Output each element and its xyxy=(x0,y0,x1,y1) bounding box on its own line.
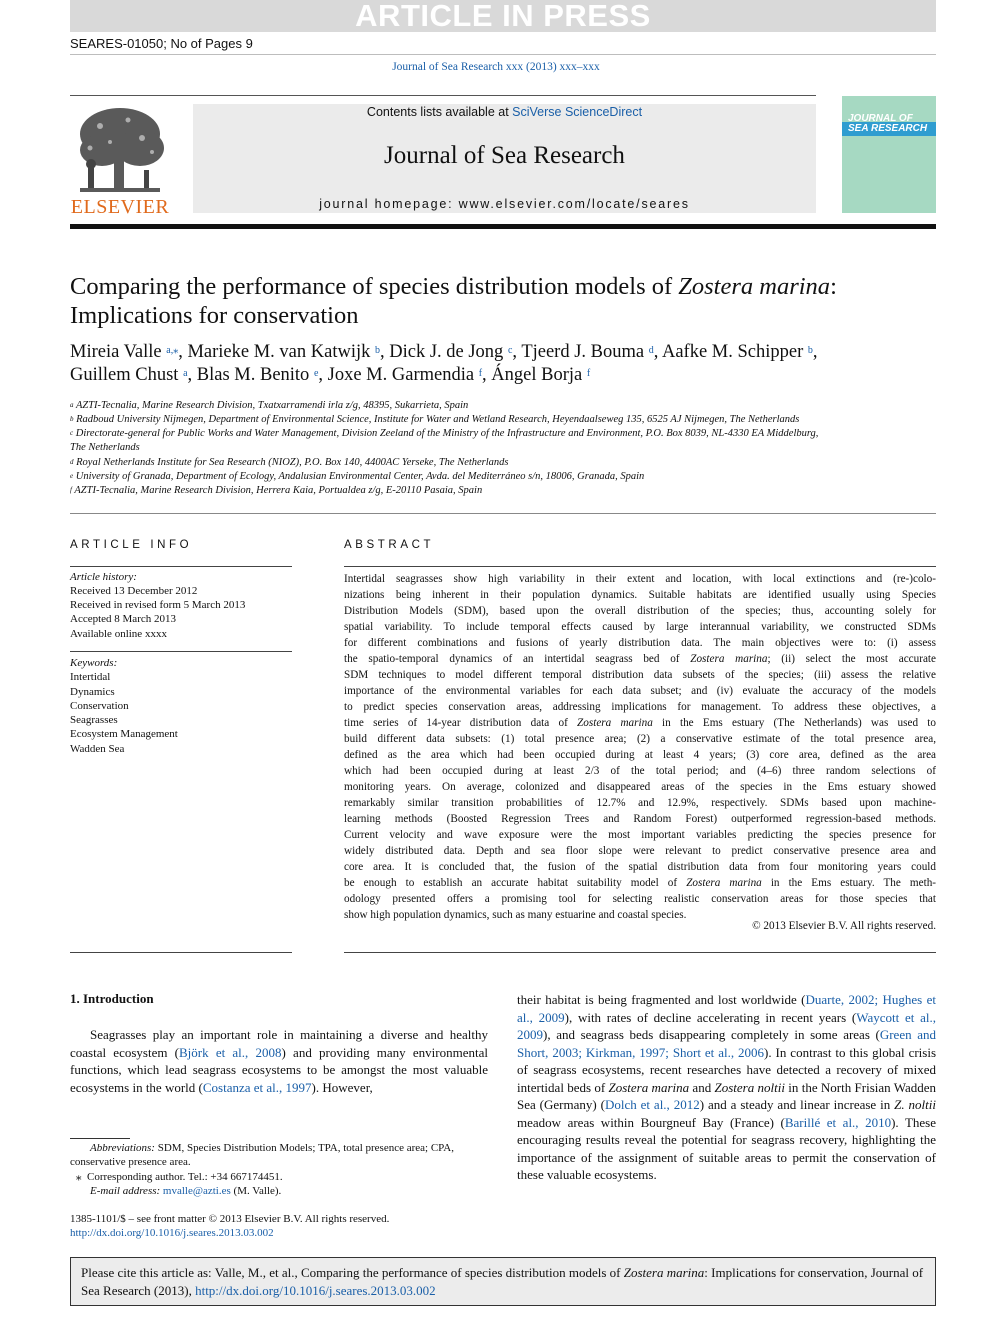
affiliation: $^f$ AZTI-Tecnalia, Marine Research Division, Herrera Kaia, Portualdea z/g, E-20110 Pasaia, Spain xyxy=(70,485,483,496)
abstract-line: learning methods (Boosted Regression Trees and Random Forest) outperformed regression-based methods. xyxy=(344,813,936,825)
divider xyxy=(344,952,936,953)
affiliation: $^c$ Directorate-general for Public Works and Water Management, Division Zeeland of the Ministry of the Infrastructure and Environment, P.O. Box 8039, NL-4330 EA Middelburg, The Netherlands xyxy=(70,428,819,453)
author[interactable]: Tjeerd J. Bouma $^d$ xyxy=(521,342,654,362)
footnotes xyxy=(70,1141,488,1198)
divider xyxy=(70,513,936,514)
article-in-press-label: ARTICLE IN PRESS xyxy=(355,0,651,33)
author[interactable]: Aafke M. Schipper $^b$ xyxy=(661,342,813,362)
corresponding-footnote: ⁎ Corresponding author. Tel.: +34 667174451. xyxy=(76,1170,283,1183)
received-date: Received 13 December 2012 xyxy=(70,585,198,597)
author[interactable]: Blas M. Benito $^e$ xyxy=(196,365,319,385)
abstract-line: nizations being inherent in their population dynamics. Suitable habitats are identified usually using Species xyxy=(344,589,936,601)
affiliation: $^a$ AZTI-Tecnalia, Marine Research Division, Txatxarramendi irla z/g, 48395, Sukarrieta, Spain xyxy=(70,400,469,411)
history-label: Article history: xyxy=(70,571,137,583)
citation-link[interactable]: Barillé et al., 2010 xyxy=(784,1114,892,1130)
journal-cover-thumbnail[interactable] xyxy=(842,96,936,213)
divider xyxy=(70,651,292,652)
abstract-line: remarkably similar transition probabilities of 12.7% and 12.9%, respectively. SDMs based upon machine- xyxy=(344,797,936,809)
abstract-line: build different data subsets: (1) total presence area; (2) a conservative estimate of the total presence area, xyxy=(344,733,936,745)
citation-link[interactable]: Dolch et al., 2012 xyxy=(604,1097,700,1112)
cite-doi-link[interactable]: http://dx.doi.org/10.1016/j.seares.2013.03.002 xyxy=(195,1282,436,1298)
masthead-rule xyxy=(70,224,936,229)
issn-line: 1385-1101/$ – see front matter © 2013 Elsevier B.V. All rights reserved. xyxy=(70,1213,390,1225)
abstract-line: widely distributed data. Depth and sea floor slope were relevant to predict conservative presence area and xyxy=(344,845,936,857)
author-list: Mireia Valle $^{a,⁎}$, Marieke M. van Katwijk $^b$, Dick J. de Jong $^c$, Tjeerd J. Bouma $^d$, Aafke M. Schipper $^b$, Guillem Chust $^a$, Blas M. Benito $^e$, Joxe M. Garmendia $^f$, Ángel Borja $^f$ xyxy=(70,342,818,385)
affiliation: $^d$ Royal Netherlands Institute for Sea Research (NIOZ), P.O. Box 140, 4400AC Yerseke, The Netherlands xyxy=(70,457,509,468)
intro-paragraph-left: Seagrasses play an important role in maintaining a diverse and healthy coastal ecosystem (Björk et al., 2008) and providing many environmental functions, which lead seagrass ecosystems to be amongst the most valuable ecosystems in the world (Costanza et al., 1997). However, xyxy=(70,1027,488,1095)
footnote-rule xyxy=(70,1138,130,1139)
citation-link[interactable]: Waycott et al., 2009 xyxy=(517,1009,936,1042)
keywords-label: Keywords: xyxy=(70,657,118,669)
keyword: Seagrasses xyxy=(70,714,118,726)
cite-text: Please cite this article as: Valle, M., et al., Comparing the performance of species distribution models of Zostera marina: Implications for conservation, Journal of Sea Research (2013), http://dx.doi.org/10.1016/j.seares.2013.03.002 xyxy=(81,1265,924,1298)
citation-link[interactable]: Björk et al., 2008 xyxy=(179,1044,282,1060)
article-in-press-banner xyxy=(70,0,936,32)
online-date: Available online xxxx xyxy=(70,628,167,640)
abstract-line: be enough to establish an accurate habitat suitability model of Zostera marina in the Ems estuary. The meth- xyxy=(344,877,937,889)
keyword: Dynamics xyxy=(70,686,115,698)
divider xyxy=(70,566,292,567)
abstract-heading: ABSTRACT xyxy=(344,539,435,551)
abstract-line: importance of the environmental variables for each data subset; and (iv) evaluate the accuracy of the models xyxy=(344,685,936,697)
abstract-line: defined as the area which had been occupied during at least 4 years; (3) core area, defined as the area xyxy=(344,749,936,761)
intro-heading: 1. Introduction xyxy=(70,991,154,1006)
journal-citation-link[interactable]: Journal of Sea Research xxx (2013) xxx–xxx xyxy=(392,61,600,73)
citation-link[interactable]: Green and Short, 2003; Kirkman, 1997; Short et al., 2006 xyxy=(517,1027,936,1060)
keyword: Intertidal xyxy=(70,671,111,683)
elsevier-wordmark: ELSEVIER xyxy=(70,196,170,218)
intro-paragraph-right: their habitat is being fragmented and lost worldwide (Duarte, 2002; Hughes et al., 2009), with rates of decline accelerating in recent years (Waycott et al., 2009), and seagrass beds disappearing completely in some areas (Green and Short, 2003; Kirkman, 1997; Short et al., 2006). In contrast to this global crisis of seagrass ecosystems, recent researches have detected a recovery of mixed intertidal beds of Zostera marina and Zostera noltii in the North Frisian Wadden Sea (Germany) (Dolch et al., 2012) and a steady and linear increase in Z. noltii meadow areas within Bourgneuf Bay (France) (Barillé et al., 2010). These encouraging results reveal the potential for seagrass recovery, highlighting the importance of the assignment of suitable areas to permit the conservation of these valuable ecosystems. xyxy=(517,992,937,1182)
abstract-line: Intertidal seagrasses show high variability in their extent and location, with local extinctions and (re-)colo- xyxy=(344,573,936,585)
divider xyxy=(70,54,936,55)
abstract-line: time series of 14-year distribution data of Zostera marina in the Ems estuary (The Netherlands) was used to xyxy=(344,717,936,729)
article-info-heading: ARTICLE INFO xyxy=(70,539,193,551)
author[interactable]: Dick J. de Jong $^c$ xyxy=(389,342,513,362)
affiliation: $^b$ Radboud University Nijmegen, Department of Environmental Science, Institute for Water and Wetland Research, Heyendaalseweg 135, 6525 AJ Nijmegen, The Netherlands xyxy=(70,414,800,425)
article-title: Comparing the performance of species distribution models of Zostera marina: Implications for conservation xyxy=(70,273,837,329)
keyword: Wadden Sea xyxy=(70,743,125,755)
journal-title: Journal of Sea Research xyxy=(384,142,625,169)
abstract-line: which had been occupied during at least 2/3 of the total period; and (4–6) three random selections of xyxy=(344,765,936,777)
divider xyxy=(344,566,936,567)
abstract-line: SDM techniques to model different temporal distribution data subsets of the species; (iii) assess the relative xyxy=(344,669,936,681)
article-id: SEARES-01050; No of Pages 9 xyxy=(70,36,253,51)
citation-link[interactable]: Duarte, 2002; Hughes et al., 2009 xyxy=(517,992,936,1025)
journal-homepage-link[interactable]: journal homepage: www.elsevier.com/locate/seares xyxy=(319,197,690,211)
cover-title: JOURNAL OF SEA RESEARCH xyxy=(848,113,928,134)
author[interactable]: Guillem Chust $^a$ xyxy=(70,365,188,385)
abstract-line: odology presented offers a promising tool for selecting realistic conservation areas for those species that xyxy=(344,893,936,905)
keyword: Conservation xyxy=(70,700,129,712)
citation-link[interactable]: Costanza et al., 1997 xyxy=(202,1079,312,1095)
abstract-line: to predict species conservation areas, addressing implications for management. To address these objectives, a xyxy=(344,701,936,713)
accepted-date: Accepted 8 March 2013 xyxy=(70,613,176,625)
species-name: Zostera marina xyxy=(608,1079,690,1095)
divider xyxy=(70,95,816,96)
divider xyxy=(70,952,292,953)
abstract-line: for different combinations and fusions of yearly distribution data. The main objectives were to: (i) assess xyxy=(344,637,936,649)
abstract-line: monitoring years. On average, colonized and disappeared areas of the species in the Ems estuary showed xyxy=(344,781,936,793)
keyword: Ecosystem Management xyxy=(70,728,178,740)
author[interactable]: Joxe M. Garmendia $^f$ xyxy=(327,365,483,385)
email-footnote: E-mail address: mvalle@azti.es (M. Valle). xyxy=(90,1184,282,1197)
author[interactable]: Ángel Borja $^f$ xyxy=(491,365,591,385)
abstract-body xyxy=(344,571,936,923)
abstract-copyright: © 2013 Elsevier B.V. All rights reserved. xyxy=(752,920,936,932)
abstract-line: the spatio-temporal dynamics of an intertidal seagrass bed of Zostera marina; (ii) select the most accurate xyxy=(344,653,936,665)
doi-link[interactable]: http://dx.doi.org/10.1016/j.seares.2013.03.002 xyxy=(70,1227,274,1239)
abstract-line: spatial variability. To include temporal effects caused by large interannual variability, we constructed SDMs xyxy=(344,621,936,633)
author[interactable]: Marieke M. van Katwijk $^b$ xyxy=(187,342,380,362)
revised-date: Received in revised form 5 March 2013 xyxy=(70,599,246,611)
contents-line: Contents lists available at SciVerse ScienceDirect xyxy=(366,105,643,119)
species-name: Zostera noltii xyxy=(714,1079,785,1095)
cite-box xyxy=(70,1257,936,1306)
abstract-line: show high population dynamics, such as many estuarine and coastal species. xyxy=(344,909,687,921)
abstract-line: Distribution Models (SDM), based upon the overall distribution of the species; thus, accounting solely for xyxy=(344,605,936,617)
affiliation: $^e$ University of Granada, Department of Ecology, Andalusian Environmental Center, Avda. del Mediterráneo s/n, 18006, Granada, Spain xyxy=(70,471,645,482)
species-name: Z. noltii xyxy=(894,1097,936,1112)
abbreviations-footnote: Abbreviations: SDM, Species Distribution Models; TPA, total presence area; CPA, conservative presence area. xyxy=(70,1142,454,1169)
abstract-line: Current velocity and wave exposure were the most important variables predicting the species presence for xyxy=(344,829,936,841)
email-link[interactable]: mvalle@azti.es xyxy=(162,1184,231,1197)
abstract-line: core area. It is concluded that, the fusion of the spatial distribution data from four monitoring years could xyxy=(344,861,936,873)
sciencedirect-link[interactable]: SciVerse ScienceDirect xyxy=(512,105,643,119)
author[interactable]: Mireia Valle $^{a,⁎}$ xyxy=(70,342,179,362)
